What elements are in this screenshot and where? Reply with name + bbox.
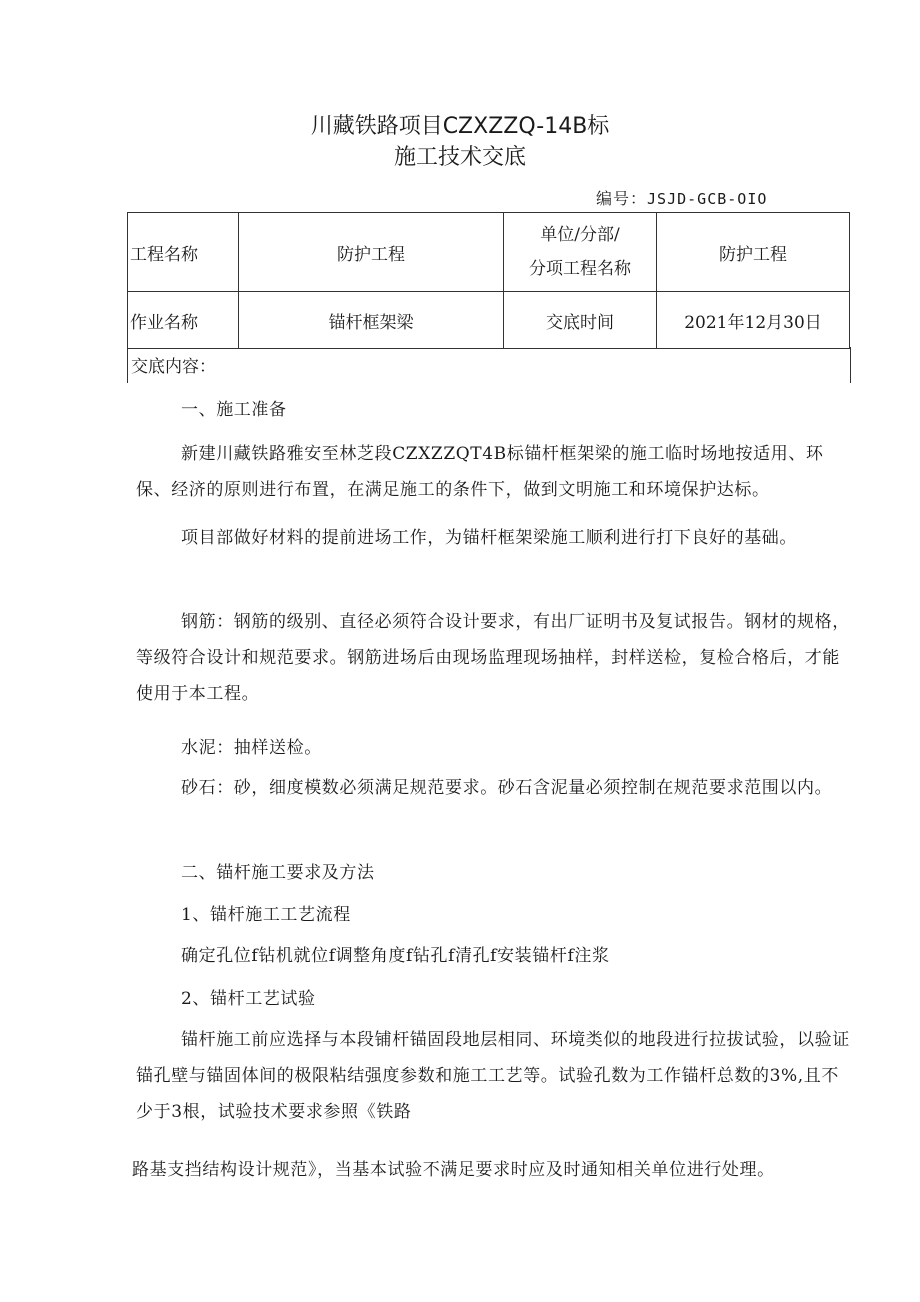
content-cell [127,347,851,383]
paragraph-material-entry: 项目部做好材料的提前进场工作，为锚杆框架梁施工顺利进行打下良好的基础。 [181,528,797,548]
paragraph-pullout-test: 锚杆施工前应选择与本段铺杆锚固段地层相同、环境类似的地段进行拉拔试验，以验证锚孔壁与锚固体间的极限粘结强度参数和施工工艺等。试验孔数为工作锚杆总数的3%,且不少于3根，试验技术要求参照《铁路 [136,1030,850,1122]
date-value: 2021年12月30日 [657,292,850,349]
unit-label-line2: 分项工程名称 [529,259,631,279]
work-name-label: 作业名称 [128,292,239,349]
document-number-value: JSJD-GCB-OIO [647,190,768,208]
unit-label-line1: 单位/分部/ [540,225,620,245]
document-title: 川藏铁路项目CZXZZQ-14B标 [310,114,610,139]
project-name-label: 工程名称 [128,213,239,292]
project-name-value: 防护工程 [239,213,504,292]
process-flow: 确定孔位f钻机就位f调整角度f钻孔f清孔f安装锚杆f注浆 [181,946,610,966]
table-row [128,213,850,292]
document-number [596,188,767,210]
paragraph-site-layout: 新建川藏铁路雅安至林芝段CZXZZQT4B标锚杆框架梁的施工临时场地按适用、环保、经济的原则进行布置，在满足施工的条件下，做到文明施工和环境保护达标。 [136,444,824,500]
info-table [127,212,850,349]
paragraph-rebar: 钢筋：钢筋的级别、直径必须符合设计要求，有出厂证明书及复试报告。钢材的规格，等级符合设计和规范要求。钢筋进场后由现场监理现场抽样，封样送检，复检合格后，才能使用于本工程。 [136,612,850,704]
section2-heading: 二、锚杆施工要求及方法 [181,863,375,883]
subsection1-heading: 1、锚杆施工工艺流程 [181,905,351,925]
document-subtitle: 施工技术交底 [393,145,526,170]
date-label: 交底时间 [504,292,657,349]
table-row [128,292,850,349]
paragraph-sand-gravel: 砂石：砂，细度模数必须满足规范要求。砂石含泥量必须控制在规范要求范围以内。 [181,778,833,798]
work-name-value: 锚杆框架梁 [239,292,504,349]
document-number-label: 编号： [596,189,648,208]
paragraph-code-reference: 路基支挡结构设计规范》，当基本试验不满足要求时应及时通知相关单位进行处理。 [132,1160,775,1180]
unit-value: 防护工程 [657,213,850,292]
section1-heading: 一、施工准备 [181,400,287,420]
subsection2-heading: 2、锚杆工艺试验 [181,989,316,1009]
paragraph-cement: 水泥：抽样送检。 [181,738,322,758]
content-label: 交底内容： [131,357,216,377]
unit-label [504,213,657,292]
